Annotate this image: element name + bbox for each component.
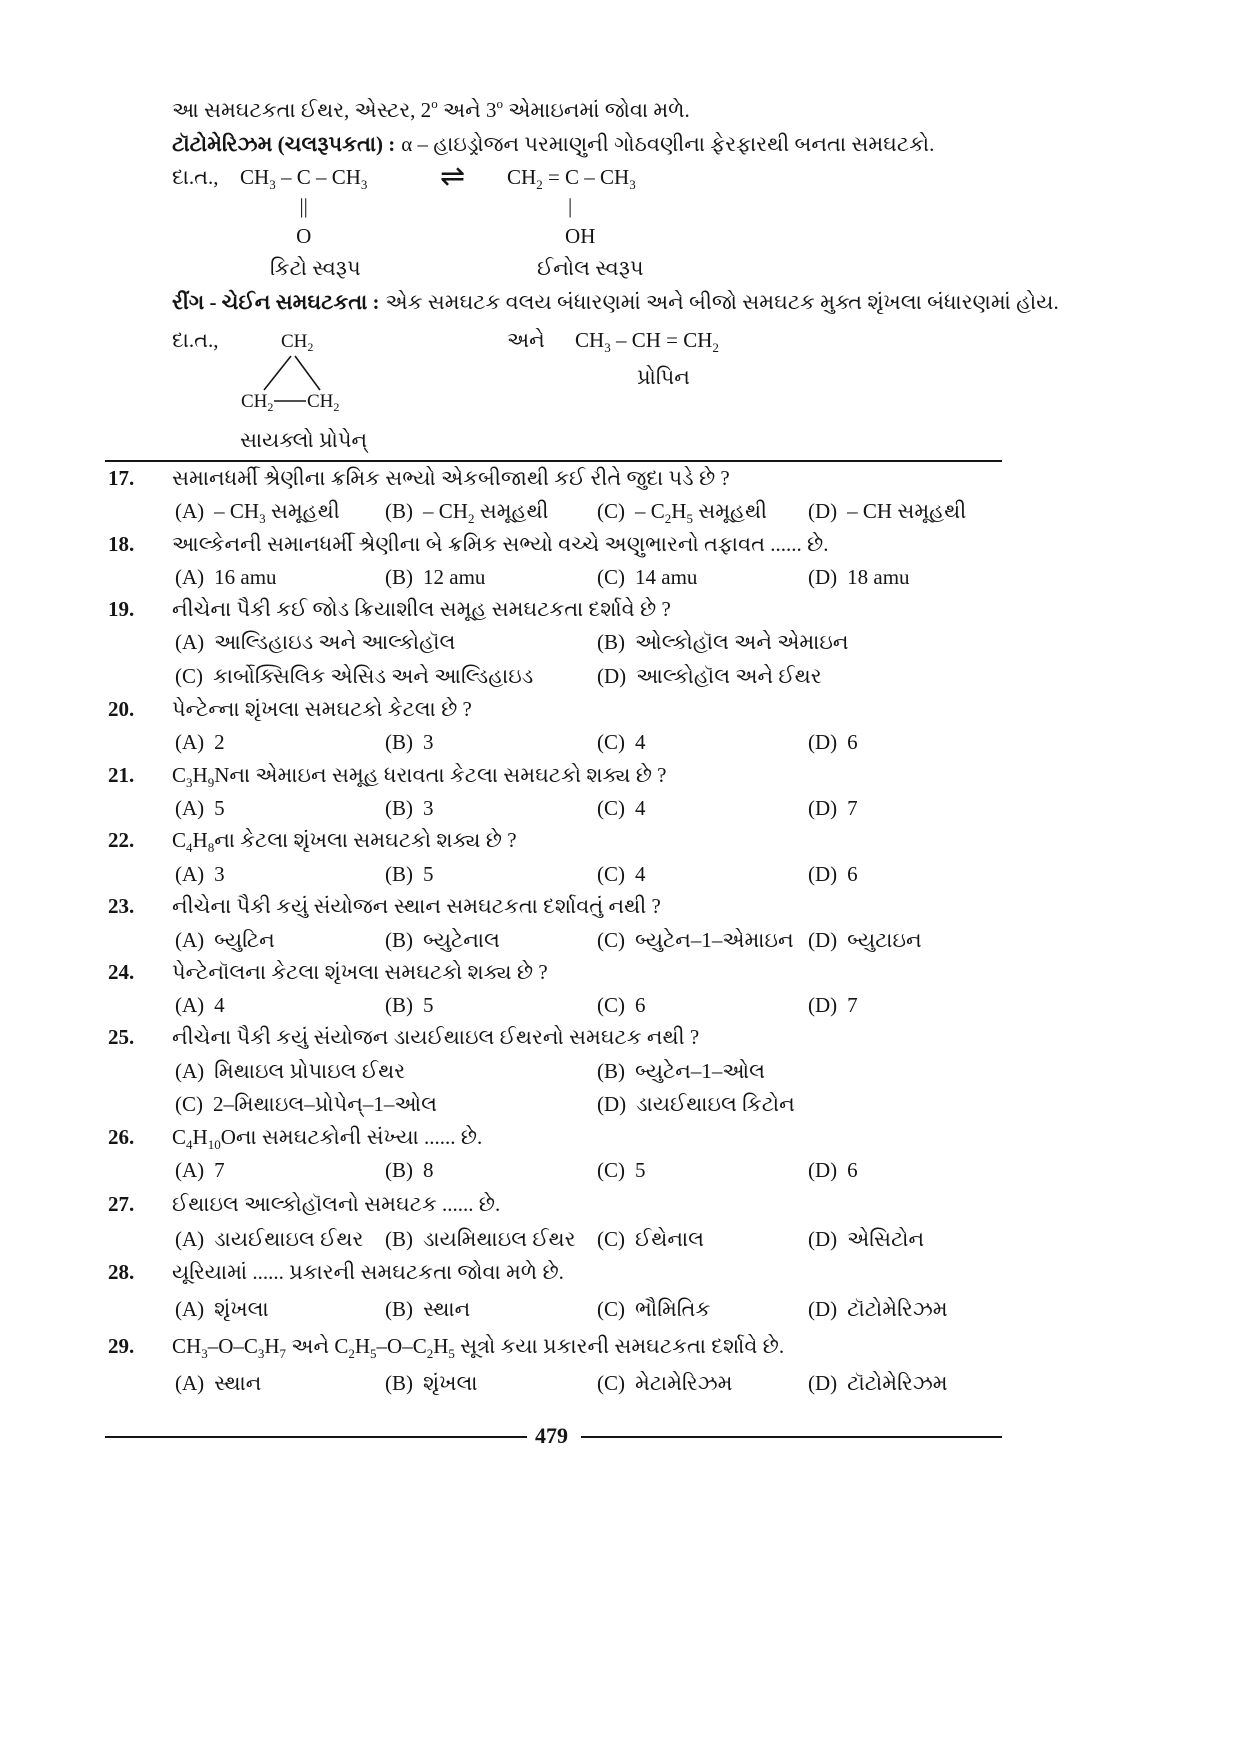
formula-text: – CH — [423, 499, 468, 523]
option-b — [385, 860, 434, 888]
option-d — [808, 991, 858, 1019]
option-text — [214, 499, 340, 526]
option-c — [597, 497, 767, 525]
subscript: 7 — [279, 1346, 287, 1361]
option-text: 3 — [214, 862, 225, 886]
intro-text: અને 3 — [437, 98, 497, 122]
option-c — [597, 794, 646, 822]
formula-text: – CH — [214, 499, 260, 523]
option-text: મેટામેરિઝમ — [635, 1371, 733, 1395]
example-label: દા.ત., — [172, 165, 219, 189]
option-text: બ્યુટેનાલ — [423, 928, 500, 952]
option-label: (C) — [597, 499, 625, 523]
option-label: (D) — [597, 1092, 627, 1116]
option-text: મિથાઇલ પ્રોપાઇલ ઈથર — [214, 1059, 406, 1083]
option-b — [385, 1156, 434, 1184]
question-number: 21. — [108, 763, 135, 787]
option-label: (A) — [175, 1227, 205, 1251]
option-label: (D) — [808, 1297, 838, 1321]
question-text: નીચેના પૈકી કઈ જોડ ક્રિયાશીલ સમૂહ સમઘટકતા દર્શાવે છે ? — [172, 597, 671, 621]
subscript: 9 — [207, 775, 215, 790]
subscript: 2 — [712, 340, 719, 355]
keto-form-label: કિટો સ્વરૂપ — [270, 256, 361, 280]
option-text: ડાયઈથાઇલ ઈથર — [214, 1227, 364, 1251]
option-b — [385, 794, 434, 822]
option-text: 4 — [635, 862, 646, 886]
formula-text: = — [542, 165, 566, 189]
option-text: 8 — [423, 1158, 434, 1182]
option-text: બ્યુટિન — [214, 928, 275, 952]
formula-text: CH — [241, 391, 268, 412]
option-label: (C) — [175, 664, 203, 688]
oxygen-atom: O — [296, 224, 312, 248]
page-number: 479 — [535, 1423, 568, 1448]
subscript: 3 — [257, 1346, 265, 1361]
option-c — [597, 926, 794, 954]
option-label: (A) — [175, 1371, 205, 1395]
subscript: 3 — [186, 775, 193, 790]
option-label: (D) — [808, 1371, 838, 1395]
option-text: ઓલ્કોહૉલ અને એમાઇન — [635, 630, 849, 654]
option-d — [808, 563, 910, 591]
option-b — [385, 926, 500, 954]
option-c — [597, 991, 646, 1019]
option-label: (B) — [385, 1227, 413, 1251]
option-text: 14 amu — [635, 565, 698, 589]
option-label: (A) — [175, 565, 205, 589]
propene-formula — [575, 326, 719, 354]
option-b — [597, 628, 849, 656]
option-c — [597, 563, 697, 591]
option-a — [175, 991, 225, 1019]
option-d — [808, 860, 858, 888]
option-label: (C) — [597, 928, 625, 952]
subscript: 4 — [186, 1137, 193, 1152]
subscript: 3 — [259, 511, 266, 526]
option-label: (D) — [808, 1158, 838, 1182]
enol-form-label: ઈનોલ સ્વરૂપ — [537, 256, 644, 280]
option-label: (D) — [808, 993, 838, 1017]
definition-text: એક સમઘટક વલય બંધારણમાં અને બીજો સમઘટક મુક્ત શૃંખલા બંધારણમાં હોય. — [385, 290, 1059, 314]
subscript: 2 — [426, 1346, 434, 1361]
example-label: દા.ત., — [172, 328, 219, 352]
option-text: ડાયમિથાઇલ ઈથર — [423, 1227, 576, 1251]
question-number: 25. — [108, 1025, 135, 1049]
subscript: 8 — [207, 840, 215, 855]
formula-text: સમૂહથી — [474, 499, 549, 523]
option-b — [385, 497, 549, 525]
formula-text: CH — [507, 165, 537, 189]
option-label: (B) — [597, 630, 625, 654]
formula-text: અને C — [286, 1334, 349, 1358]
formula-text: H — [192, 763, 208, 787]
hydroxyl-atom: OH — [565, 224, 596, 248]
formula-text: –O–C — [376, 1334, 427, 1358]
formula-text: CH — [307, 391, 334, 412]
option-label: (D) — [808, 1227, 838, 1251]
question-text — [172, 761, 667, 789]
question-text: નીચેના પૈકી કયું સંયોજન સ્થાન સમઘટકતા દર્શાવતું નથી ? — [172, 894, 661, 918]
question-number: 28. — [108, 1260, 135, 1284]
option-label: (A) — [175, 630, 205, 654]
option-b — [385, 1295, 470, 1323]
option-text: 7 — [847, 993, 858, 1017]
footer-rule-right — [581, 1436, 1002, 1438]
option-c — [175, 662, 533, 690]
superscript: o — [431, 96, 438, 111]
option-text: 4 — [214, 993, 225, 1017]
option-label: (D) — [808, 928, 838, 952]
option-label: (A) — [175, 993, 205, 1017]
option-label: (B) — [385, 796, 413, 820]
formula-text: – — [275, 165, 297, 189]
question-text-tail: ના કેટલા શૃંખલા સમઘટકો શક્ય છે ? — [214, 828, 517, 852]
question-text: પેન્ટેન્ના શૃંખલા સમઘટકો કેટલા છે ? — [172, 697, 472, 721]
option-b — [385, 563, 485, 591]
option-d — [808, 1156, 858, 1184]
question-text: પેન્ટેનૉલના કેટલા શૃંખલા સમઘટકો શક્ય છે ? — [172, 960, 548, 984]
option-text: 2 — [214, 730, 225, 754]
option-a — [175, 1057, 405, 1085]
propene-label: પ્રોપિન — [637, 365, 690, 389]
option-text — [423, 499, 549, 526]
subscript: 5 — [686, 511, 693, 526]
option-text: આલ્ડિહાઇડ અને આલ્કોહૉલ — [214, 630, 456, 654]
subscript: 3 — [629, 177, 636, 192]
option-text: 16 amu — [214, 565, 277, 589]
question-number: 19. — [108, 597, 135, 621]
option-d — [808, 1225, 924, 1253]
formula-text: H — [354, 1334, 371, 1358]
question-text: નીચેના પૈકી કયું સંયોજન ડાયઈથાઇલ ઈથરનો સમઘટક નથી ? — [172, 1025, 700, 1049]
formula-text: CH — [575, 328, 605, 352]
option-c — [175, 1090, 437, 1118]
option-a — [175, 794, 225, 822]
question-text: યૂરિયામાં ...... પ્રકારની સમઘટકતા જોવા મળે છે. — [172, 1260, 564, 1284]
option-text: ટૉટોમેરિઝમ — [847, 1297, 948, 1321]
option-label: (B) — [385, 1297, 413, 1321]
formula-text: – C — [635, 499, 665, 523]
question-text-tail: Oના સમઘટકોની સંખ્યા ...... છે. — [220, 1125, 483, 1149]
option-a — [175, 1369, 261, 1397]
formula-text: H — [192, 828, 208, 852]
formula-text: CH — [172, 1334, 202, 1358]
question-text: આલ્કેનની સમાનધર્મી શ્રેણીના બે ક્રમિક સભ્યો વચ્ચે અણુભારનો તફાવત ...... છે. — [172, 532, 829, 556]
superscript: o — [496, 96, 503, 111]
option-text: 6 — [847, 1158, 858, 1182]
option-text: 2–મિથાઇલ–પ્રોપેન્–1–ઓલ — [213, 1092, 437, 1116]
option-label: (A) — [175, 1297, 205, 1321]
double-bond: || — [299, 194, 308, 218]
option-label: (C) — [597, 730, 625, 754]
option-text: 7 — [847, 796, 858, 820]
option-label: (A) — [175, 1158, 205, 1182]
bond-line — [264, 356, 291, 390]
subscript: 3 — [201, 1346, 208, 1361]
option-text: ટૉટોમેરિઝમ — [847, 1371, 948, 1395]
option-d — [597, 1090, 795, 1118]
option-label: (A) — [175, 1059, 205, 1083]
formula-text: CH — [281, 331, 308, 352]
question-number: 27. — [108, 1192, 135, 1216]
formula-text: CH — [240, 165, 270, 189]
option-label: (B) — [385, 730, 413, 754]
formula-text: – CH — [579, 165, 630, 189]
option-text: 5 — [423, 862, 434, 886]
option-text: સ્થાન — [214, 1371, 262, 1395]
term-heading: રીંગ - ચેઈન સમઘટકતા : — [172, 290, 380, 314]
option-label: (C) — [597, 993, 625, 1017]
option-label: (D) — [808, 565, 838, 589]
option-text: 7 — [214, 1158, 225, 1182]
option-label: (B) — [385, 565, 413, 589]
option-text: એસિટોન — [847, 1227, 925, 1251]
option-label: (B) — [597, 1059, 625, 1083]
option-label: (C) — [597, 796, 625, 820]
question-text: ઈથાઇલ આલ્કોહૉલનો સમઘટક ...... છે. — [172, 1192, 501, 1216]
option-label: (B) — [385, 1371, 413, 1395]
formula-text: – CH — [310, 165, 361, 189]
option-label: (C) — [597, 565, 625, 589]
option-label: (C) — [597, 1297, 625, 1321]
option-label: (C) — [175, 1092, 203, 1116]
subscript: 3 — [360, 177, 368, 192]
option-text: 4 — [635, 796, 646, 820]
question-number: 22. — [108, 828, 135, 852]
formula-text: C — [172, 1125, 187, 1149]
option-c — [597, 1295, 710, 1323]
intro-text: એમાઇનમાં જોવા મળે. — [503, 98, 690, 122]
question-text: સમાનધર્મી શ્રેણીના ક્રમિક સભ્યો એકબીજાથી કઈ રીતે જુદા પડે છે ? — [172, 466, 730, 490]
option-text: 12 amu — [423, 565, 486, 589]
option-a — [175, 728, 225, 756]
subscript: 10 — [207, 1137, 221, 1152]
footer-rule-left — [105, 1436, 527, 1438]
option-text: ભૌમિતિક — [635, 1297, 711, 1321]
option-b — [385, 991, 434, 1019]
option-c — [597, 1369, 732, 1397]
formula-text: –O–C — [207, 1334, 258, 1358]
option-c — [597, 1156, 646, 1184]
single-bond: | — [568, 194, 573, 218]
option-c — [597, 728, 646, 756]
equilibrium-arrow-icon: ⇌ — [440, 159, 466, 194]
option-label: (D) — [808, 499, 838, 523]
question-number: 18. — [108, 532, 135, 556]
question-number: 29. — [108, 1334, 135, 1358]
option-text: બ્યુટાઇન — [847, 928, 922, 952]
cyclopropane-label: સાયક્લો પ્રોપેન્ — [240, 428, 368, 452]
option-d — [808, 926, 922, 954]
bond-line — [295, 356, 320, 390]
option-text: બ્યુટેન–1–એમાઇન — [635, 928, 794, 952]
option-label: (A) — [175, 730, 205, 754]
subscript: 2 — [536, 177, 543, 192]
option-label: (D) — [808, 730, 838, 754]
option-text: 5 — [423, 993, 434, 1017]
question-number: 26. — [108, 1125, 135, 1149]
option-text: ઈથેનાલ — [635, 1227, 704, 1251]
option-label: (C) — [597, 1158, 625, 1182]
formula-text: C — [172, 763, 187, 787]
option-label: (A) — [175, 796, 205, 820]
question-text-tail: Nના એમાઇન સમૂહ ધરાવતા કેટલા સમઘટકો શક્ય છે ? — [214, 763, 667, 787]
option-d — [808, 728, 858, 756]
question-number: 20. — [108, 697, 135, 721]
and-text: અને — [507, 328, 545, 352]
carbon-atom: C — [296, 165, 311, 189]
option-text: 6 — [847, 730, 858, 754]
formula-text: સમૂહથી — [692, 499, 768, 523]
option-text — [635, 499, 768, 526]
question-text — [172, 826, 517, 854]
option-text: સ્થાન — [423, 1297, 471, 1321]
subscript: 2 — [348, 1346, 355, 1361]
option-label: (C) — [597, 862, 625, 886]
option-text: 5 — [214, 796, 225, 820]
option-b — [385, 728, 434, 756]
question-text — [172, 1123, 482, 1151]
subscript: 2 — [467, 511, 475, 526]
subscript: 5 — [370, 1346, 377, 1361]
option-label: (B) — [385, 993, 413, 1017]
section-divider — [105, 460, 1002, 462]
option-a — [175, 563, 277, 591]
option-text: 6 — [635, 993, 646, 1017]
definition-text: α – હાઇડ્રોજન પરમાણુની ગોઠવણીના ફેરફારથી બનતા સમઘટકો. — [401, 132, 935, 156]
option-a — [175, 926, 275, 954]
option-a — [175, 497, 340, 525]
option-label: (D) — [597, 664, 627, 688]
option-text: 3 — [423, 730, 434, 754]
formula-text: H — [192, 1125, 208, 1149]
option-text: – CH સમૂહથી — [847, 499, 967, 523]
option-text: 4 — [635, 730, 646, 754]
formula-text: સમૂહથી — [265, 499, 340, 523]
option-d — [808, 794, 858, 822]
subscript: 2 — [267, 400, 274, 414]
option-text: 3 — [423, 796, 434, 820]
subscript: 2 — [333, 400, 340, 414]
option-c — [597, 860, 646, 888]
option-d — [808, 1295, 948, 1323]
option-text: 5 — [635, 1158, 646, 1182]
subscript: 3 — [604, 340, 611, 355]
option-text: કાર્બોક્સિલિક એસિડ અને આલ્ડિહાઇડ — [213, 664, 534, 688]
formula-text: – CH = CH — [610, 328, 713, 352]
option-label: (D) — [808, 862, 838, 886]
question-text — [172, 1332, 784, 1360]
subscript: 4 — [186, 840, 193, 855]
carbon-atom: C — [565, 165, 580, 189]
option-label: (B) — [385, 1158, 413, 1182]
option-text: શૃંખલા — [214, 1297, 269, 1321]
option-label: (D) — [808, 796, 838, 820]
option-b — [385, 1369, 477, 1397]
option-text: બ્યુટેન–1–ઓલ — [635, 1059, 765, 1083]
question-number: 24. — [108, 960, 135, 984]
subscript: 3 — [269, 177, 276, 192]
option-label: (B) — [385, 862, 413, 886]
option-label: (A) — [175, 862, 205, 886]
option-text: આલ્કોહૉલ અને ઈથર — [636, 664, 822, 688]
question-text-tail: સૂત્રો કયા પ્રકારની સમઘટકતા દર્શાવે છે. — [454, 1334, 785, 1358]
formula-text: H — [433, 1334, 449, 1358]
subscript: 5 — [448, 1346, 455, 1361]
option-label: (B) — [385, 499, 413, 523]
option-a — [175, 628, 455, 656]
option-label: (A) — [175, 499, 205, 523]
option-label: (C) — [597, 1371, 625, 1395]
option-label: (A) — [175, 928, 205, 952]
subscript: 2 — [664, 511, 672, 526]
option-label: (B) — [385, 928, 413, 952]
option-b — [385, 1225, 576, 1253]
option-text: 18 amu — [847, 565, 910, 589]
intro-text: આ સમઘટકતા ઈથર, એસ્ટર, 2 — [172, 98, 432, 122]
option-text: શૃંખલા — [423, 1371, 478, 1395]
subscript: 2 — [307, 340, 314, 354]
formula-text: C — [172, 828, 187, 852]
option-label: (C) — [597, 1227, 625, 1251]
option-a — [175, 1295, 269, 1323]
option-text: ડાયઈથાઇલ કિટોન — [636, 1092, 795, 1116]
option-d — [808, 1369, 948, 1397]
option-d — [597, 662, 822, 690]
option-a — [175, 1156, 225, 1184]
option-a — [175, 860, 225, 888]
formula-text: H — [264, 1334, 280, 1358]
term-heading: ટૉટોમેરિઝમ (ચલરૂપકતા) : — [172, 132, 396, 156]
question-number: 23. — [108, 894, 135, 918]
option-d — [808, 497, 966, 525]
formula-text: H — [671, 499, 687, 523]
option-c — [597, 1225, 704, 1253]
option-a — [175, 1225, 363, 1253]
question-number: 17. — [108, 466, 135, 490]
option-text: 6 — [847, 862, 858, 886]
option-b — [597, 1057, 765, 1085]
